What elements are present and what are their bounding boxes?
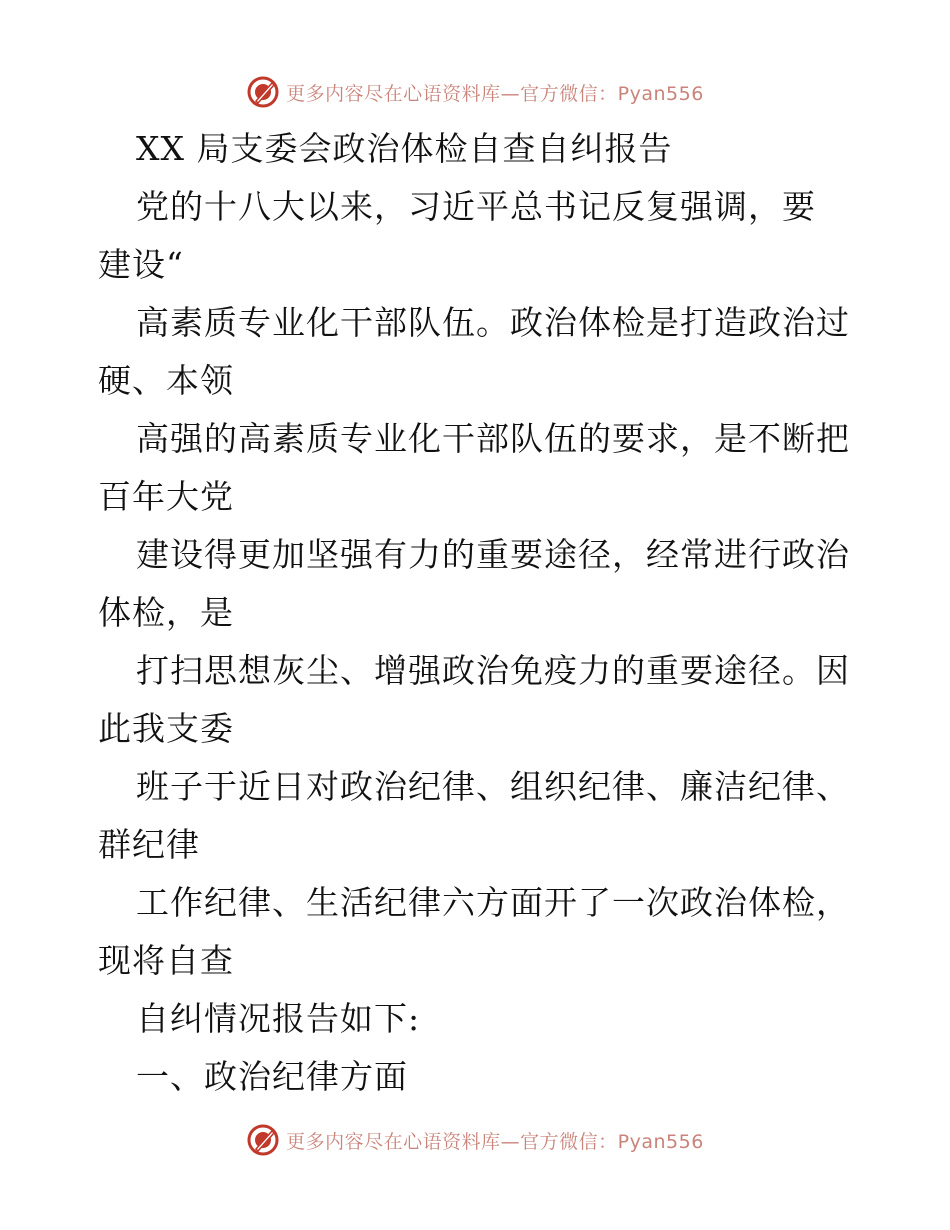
text-line: 体检，是	[98, 593, 234, 632]
watermark-text: 更多内容尽在心语资料库—官方微信：Pyan556	[286, 82, 704, 105]
text-line: 打扫思想灰尘、增强政治免疫力的重要途径。因	[136, 651, 850, 690]
text-line: 现将自查	[98, 941, 234, 980]
text-line: 班子于近日对政治纪律、组织纪律、廉洁纪律、	[136, 767, 850, 806]
text-line: 百年大党	[98, 477, 234, 516]
text-line: 此我支委	[98, 709, 234, 748]
document-body	[98, 120, 858, 1106]
header-watermark	[0, 72, 950, 112]
document-title: XX 局支委会政治体检自查自纠报告	[136, 129, 673, 168]
pen-logo-icon	[246, 75, 280, 109]
text-line: 党的十八大以来，习近平总书记反复强调，要	[136, 187, 816, 226]
text-line: 工作纪律、生活纪律六方面开了一次政治体检，	[136, 883, 850, 922]
text-line: 建设“	[98, 245, 184, 284]
watermark-text: 更多内容尽在心语资料库—官方微信：Pyan556	[286, 1130, 704, 1153]
footer-watermark	[0, 1120, 950, 1160]
text-line: 高强的高素质专业化干部队伍的要求，是不断把	[136, 419, 850, 458]
text-line: 建设得更加坚强有力的重要途径，经常进行政治	[136, 535, 850, 574]
text-line: 硬、本领	[98, 361, 234, 400]
text-line: 一、政治纪律方面	[136, 1057, 408, 1096]
text-line: 群纪律	[98, 825, 200, 864]
pen-logo-icon	[246, 1123, 280, 1157]
text-line: 自纠情况报告如下:	[136, 999, 421, 1038]
text-line: 高素质专业化干部队伍。政治体检是打造政治过	[136, 303, 850, 342]
